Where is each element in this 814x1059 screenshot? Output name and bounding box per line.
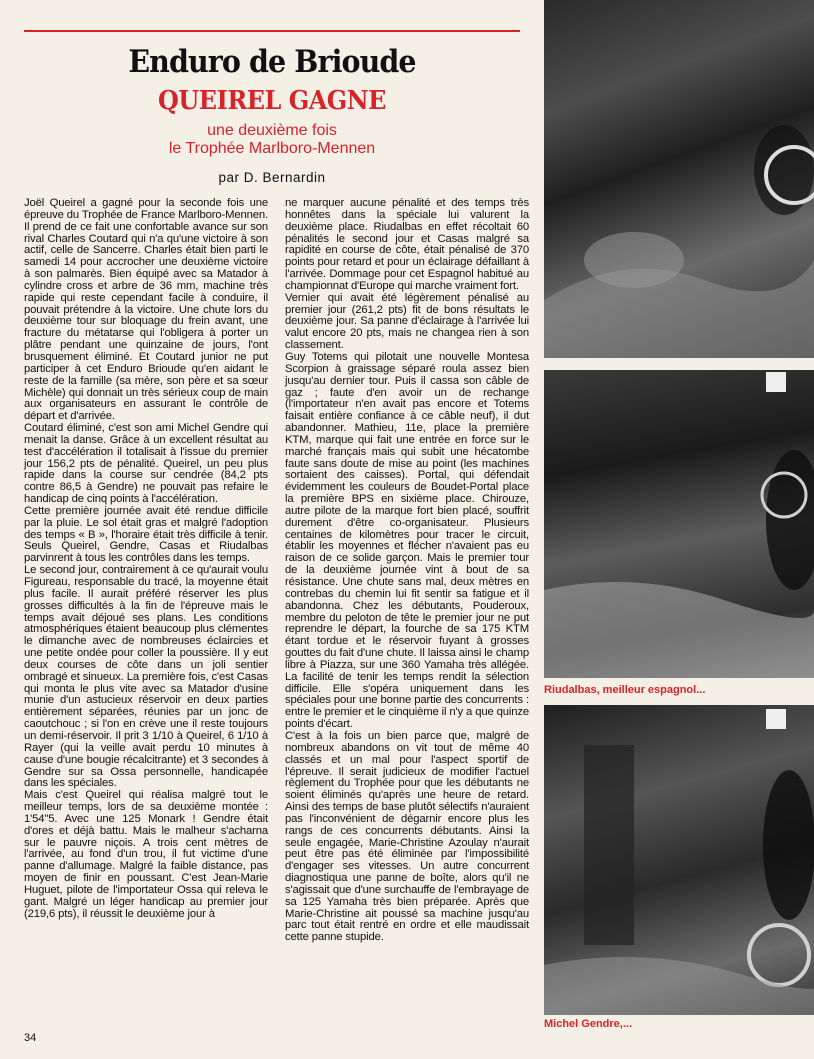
photo-illustration [544, 705, 814, 1015]
article-title: Enduro de Brioude [128, 44, 416, 80]
text-column-2 [285, 198, 529, 944]
photo-michel-gendre [544, 705, 814, 1015]
photo-illustration [544, 0, 814, 358]
paragraph: C'est à la fois un bien parce que, malgré de nombreux abandons on vit tout de même 40 classés et un mal pour l'aspect sportif de l'épreuve. Il serait judicieux de modifier l'actuel règlement du Trophée pour que les débutants ne soient éliminés qu'après une heure de retard. Ainsi des temps de base plutôt sélectifs n'auraient pas l'inconvénient de dégarnir encore plus les rangs de ces concurrents débutants. Ainsi la seule engagée, Marie-Christine Azoulay n'aurait peut être pas été éliminée par l'impossibilité d'engager ses vitesses. Un autre concurrent diagnostiqua une panne de boîte, alors qu'il ne s'agissait que d'une surchauffe de l'embrayage de sa 125 Yamaha très bien préparée. Après que Marie-Christine ait poussé sa machine jusqu'au parc tout était rentré en ordre et elle maudissait cette panne stupide. [285, 729, 529, 944]
photo-illustration [544, 370, 814, 678]
paragraph: Le second jour, contrairement à ce qu'aurait voulu Figureau, responsable du tracé, la moyenne était plus facile. Il aurait préféré réserver les plus grosses difficultés à la fin de l'épreuve mais le temps avait déjoué ses plans. Les conditions atmosphériques étaient beaucoup plus clémentes le dimanche avec de nombreuses éclaircies et une petite ondée pour coller la poussière. Il y eut deux courses de côte dans un joli sentier ombragé et sinueux. La première fois, c'est Casas qui monta le plus vite avec sa Matador d'usine munie d'un astucieux réservoir en deux parties entièrement séparées, réunies par un jonc de caoutchouc ; si l'on en crève une il reste toujours un demi-réservoir. Il prit 3 1/10 à Queirel, 6 1/10 à Rayer (qui la veille avait perdu 10 minutes à cause d'une bougie récalcitrante) et 3 secondes à Gendre sur sa Ossa personnelle, handicapée dans les spéciales. [24, 564, 268, 790]
paragraph: Vernier qui avait été légèrement pénalisé au premier jour (261,2 pts) fit de bons résultats le deuxième jour. Sa panne d'éclairage à l'arrivée lui valut encore 20 pts, mais ne changea rien à son classement. [285, 291, 529, 352]
byline: par D. Bernardin [218, 170, 326, 185]
paragraph: Coutard éliminé, c'est son ami Michel Gendre qui menait la danse. Grâce à un excellent résultat au test d'accélération il totalisait à l'issue du premier jour 156,2 pts de pénalité. Queirel, un peu plus rapide dans la course sur cendrée (84,2 pts contre 86,5 à Gendre) ne pouvait pas refaire le handicap de cinq points à l'accélération. [24, 422, 268, 506]
photo-caption-gendre: Michel Gendre,... [544, 1018, 633, 1030]
header-rule [24, 30, 520, 32]
paragraph: Cette première journée avait été rendue difficile par la pluie. Le sol était gras et malgré l'adoption des temps « B », l'horaire était très difficile à tenir. Seuls Queirel, Gendre, Casas et Riudalbas parvinrent à tous les contrôles dans les temps. [24, 504, 268, 565]
photo-caption-riudalbas: Riudalbas, meilleur espagnol... [544, 684, 706, 696]
paragraph: Joël Queirel a gagné pour la seconde fois une épreuve du Trophée de France Marlboro-Mennen. Il prend de ce fait une confortable avance sur son rival Charles Coutard qui n'a qu'une victoire à son actif, celle de Sancerre. Charles était bien parti le samedi 14 pour accrocher une deuxième victoire à son palmarès. Bien équipé avec sa Matador à cylindre cross et arbre de 36 mm, machine très rapide qui reste cependant facile à conduire, il pouvait prétendre à la victoire. Une chute lors du deuxième tour sur bloquage du frein avant, une fracture du métatarse qui l'obligera à porter un plâtre pendant une quinzaine de jours, l'ont brusquement éliminé. Et Coutard junior ne put participer à cet Enduro Brioude qu'en aidant le reste de la famille (sa mère, son père et sa sœur Michèle) qui donnait un très sérieux coup de main aux organisateurs en assurant le contrôle de départ et d'arrivée. [24, 197, 268, 423]
photo-riudalbas [544, 370, 814, 678]
paragraph: Guy Totems qui pilotait une nouvelle Montesa Scorpion à graissage séparé roula assez bien jusqu'au dernier tour. Puis il cassa son câble de gaz ; faute d'en avoir un de rechange (l'importateur n'en avait pas encore et Totems faisait entière confiance à ce câble neuf), il dut abandonner. Mathieu, 11e, place la première KTM, marque qui fait une entrée en force sur le marché français mais qui subit une hécatombe faute sans doute de mise au point (les machines sortaient des caisses). Portal, qui défendait évidemment les couleurs de Boudet-Portal place la première BPS en sixième place. Chirouze, autre pilote de la marque fort bien placé, souffrit durement d'être co-organisateur. Plusieurs centaines de kilomètres pour tracer le circuit, établir les moyennes et flécher n'avaient pas eu raison de ce solide garçon. Mais le premier tour de la deuxième journée vint à bout de sa résistance. Une chute sans mal, deux mètres en contrebas du chemin lui fit sentir sa fatigue et il abandonna. Chez les débutants, Pouderoux, membre du peloton de tête le premier jour ne put reprendre le départ, la fourche de sa 175 KTM étant tordue et le réservoir fuyant à grosses gouttes du fait d'une chute. Il laissa ainsi le champ libre à Piazza, sur une 360 Yamaha très allégée. La facilité de tenir les temps rendit la sélection difficile. Elle s'opéra uniquement dans les spéciales pour une bonne partie des concurrents : entre le premier et le cinquième il n'y a que quinze points d'écart. [285, 350, 529, 731]
paragraph: Mais c'est Queirel qui réalisa malgré tout le meilleur temps, lors de sa deuxième montée : 1'54"5. Avec une 125 Monark ! Gendre était d'ores et déjà battu. Mais le malheur s'acharna sur le pauvre niçois. A trois cent mètres de l'arrivée, au fond d'un trou, il fut victime d'une panne d'allumage. Malgré la faible distance, pas moyen de finir en poussant. C'est Jean-Marie Huguet, pilote de l'importateur Ossa qui releva le gant. Malgré un léger handicap au premier jour (219,6 pts), il réussit le deuxième jour à [24, 789, 268, 920]
article-headline: QUEIREL GAGNE [158, 86, 386, 116]
photo-rider-woods [544, 0, 814, 358]
subtitle-line-2: le Trophée Marlboro-Mennen [168, 140, 376, 157]
subtitle-line-1: une deuxième fois [207, 122, 337, 139]
page-number: 34 [24, 1032, 37, 1044]
paragraph: ne marquer aucune pénalité et des temps très honnêtes dans la spéciale lui valurent la deuxième place. Riudalbas en effet récoltait 60 pénalités le second jour et Casas malgré sa rapidité en course de côte, était pénalisé de 370 points pour retard et pour un éclairage défaillant à l'arrivée. Dommage pour cet Espagnol habitué au championnat d'Europe qui marche vraiment fort. [285, 197, 529, 292]
text-column-1 [24, 198, 268, 920]
article-subtitle [24, 122, 520, 158]
